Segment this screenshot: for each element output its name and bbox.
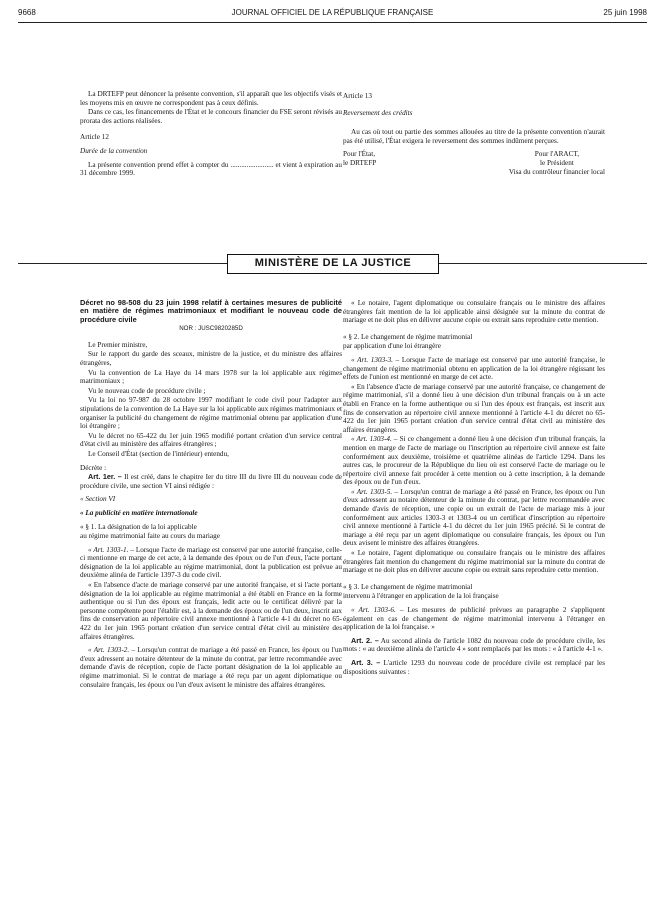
section-vi: « Section VI <box>80 495 116 504</box>
subsection-3-heading: « § 3. Le changement de régime matrimonial <box>343 582 473 591</box>
article-12-text: La présente convention prend effet à compter du ........................ et vient à expiration au 31 décembre 1999. <box>80 160 342 178</box>
article-1303-1-text: Lorsque l'acte de mariage est conservé par une autorité française, celle-ci mentionne en marge de cet acte, à la demande des époux ou de l'un d'eux, l'acte portant désignation de la loi applicable au régime matrimonial, dont la publication est prévue au deuxième alinéa de l'article 1397-3 du code civil. <box>80 545 343 580</box>
paragraph: Vu la loi no 97-987 du 28 octobre 1997 modifiant le code civil pour l'adapter aux stipulations de la convention de La Haye sur la loi applicable aux régimes matrimoniaux et organiser la publicité du changement de régime matrimonial obtenu par application d'une loi étrangère ; <box>80 396 342 431</box>
paragraph: Le Conseil d'État (section de l'intérieur) entendu, <box>88 449 229 458</box>
banner-rule-left <box>18 263 227 264</box>
article-13-text: Au cas où tout ou partie des sommes allouées au titre de la présente convention n'aurait pas été utilisé, l'État exigera le reversement des sommes indûment perçues. <box>343 128 605 145</box>
article-1303-4-text: Si ce changement a donné lieu à une décision d'un tribunal français, la mention en marge de l'acte de mariage ou l'inscription au répertoire civil annexe est faite conformément aux deuxième, troisième et quatrième alinéas de l'article 1294. Dans les autres cas, le procureur de la République du lieu où est conservé l'acte de mariage ou le répertoire civil annexe fait procéder à cette mention ou à cette inscription, à la demande des époux ou de l'un d'eux. <box>343 435 606 487</box>
section-vi-title: « La publicité en matière internationale <box>80 508 198 517</box>
page-number: 9668 <box>18 8 36 17</box>
page-header <box>18 6 647 20</box>
decree-left-column <box>80 299 342 690</box>
article-1303-6-label: « Art. 1303-6. – <box>351 606 404 614</box>
paragraph: « En l'absence d'acte de mariage conservé par une autorité française, et si l'acte portant désignation de la loi applicable au régime matrimonial a été établi en France en la forme authentique ou si l'un des époux est français, ledit acte ou le certificat délivré par la personne compétente pour l'établir est, à la demande des époux ou de l'un deux, inscrit aux fins de conservation au répertoire civil annexe mentionné à l'article 4-1 du décret no 65-422 du 1er juin 1965 portant création d'un service central d'état civil au ministère des affaires étrangères. <box>80 581 342 641</box>
article-1303-2-label: « Art. 1303-2. – <box>88 646 136 655</box>
article-13-subtitle: Reversement des crédits <box>343 108 413 117</box>
article-1 <box>80 473 342 490</box>
subsection-2-heading: par application d'une loi étrangère <box>343 342 441 351</box>
paragraph: La DRTEFP peut dénoncer la présente convention, s'il apparaît que les objectifs visés et les moyens mis en œuvre ne correspondent pas à ceux définis. <box>80 90 342 107</box>
paragraph: Vu la convention de La Haye du 14 mars 1978 sur la loi applicable aux régimes matrimoniaux ; <box>80 368 342 386</box>
article-3-label: Art. 3. – <box>351 657 381 667</box>
ministry-banner: MINISTÈRE DE LA JUSTICE <box>227 254 439 274</box>
signature-left-line: le DRTEFP <box>343 158 377 167</box>
paragraph: Sur le rapport du garde des sceaux, ministre de la justice, et du ministre des affaires étrangères, <box>80 350 342 367</box>
article-1303-5-text: Lorsqu'un contrat de mariage a été passé en France, les époux ou l'un d'eux adressent au notaire détenteur de la minute du contrat, par lettre recommandée avec demande d'avis de réception, une copie ou un extrait de l'acte de mariage mis à jour conformément aux articles 1303-3 et 1303-4 ou un certificat d'inscription au répertoire civil annexe mentionné à l'article 4-1 du décret du 1er juin 1965 précité. Si le contrat de mariage a été reçu par un agent diplomatique ou consulaire français, les époux ou l'un deux avisent le ministre des affaires étrangères. <box>343 487 606 548</box>
paragraph: Le Premier ministre, <box>88 340 148 349</box>
header-rule <box>18 22 647 23</box>
article-12-title: Article 12 <box>80 133 109 142</box>
signature-right-line: le Président <box>540 158 574 167</box>
paragraph: « Le notaire, l'agent diplomatique ou consulaire français ou le ministre des affaires étrangères fait mention de la loi applicable ainsi désignée sur la minute du contrat de mariage et ne doit plus en délivrer aucune copie ou extrait sans reproduire cette mention. <box>343 299 605 325</box>
article-12-subtitle: Durée de la convention <box>80 146 148 155</box>
article-1303-6 <box>343 606 605 632</box>
article-1-text: Il est créé, dans le chapitre Ier du titre III du livre III du nouveau code de procédure civile, une section VI ainsi rédigée : <box>80 473 342 490</box>
paragraph: Dans ce cas, les financements de l'État et le concours financier du FSE seront révisés au prorata des actions réalisées. <box>80 108 342 125</box>
nor-reference: NOR : JUSC9820285D <box>179 325 243 333</box>
paragraph: « Le notaire, l'agent diplomatique ou consulaire français ou le ministre des affaires étrangères fait mention du changement du régime matrimonial sur la minute du contrat de mariage et ne doit plus en délivrer aucune copie ou extrait sans reproduire cette mention. <box>343 549 605 575</box>
issue-date: 25 juin 1998 <box>603 8 647 17</box>
article-1303-3-label: « Art. 1303-3. – <box>351 355 400 364</box>
decrete-line: Décrète : <box>80 463 107 472</box>
journal-title: JOURNAL OFFICIEL DE LA RÉPUBLIQUE FRANÇAISE <box>231 8 434 17</box>
article-1303-3-text: Lorsque l'acte de mariage est conservé par une autorité française, le changement de régime matrimonial obtenu en application de la loi étrangère régissant les effets de l'union est mentionné en marge de cet acte. <box>343 355 606 382</box>
paragraph: Vu le nouveau code de procédure civile ; <box>88 386 206 395</box>
subsection-3-heading: intervenu à l'étranger en application de la loi française <box>343 592 499 601</box>
top-right-column <box>343 92 605 176</box>
article-2-text: Au second alinéa de l'article 1082 du nouveau code de procédure civile, les mots : « au deuxième alinéa de l'article 4 » sont remplacés par les mots : « à l'article 4-1 ». <box>343 636 605 654</box>
article-13-title: Article 13 <box>343 92 372 100</box>
subsection-1-heading: au régime matrimonial faite au cours du mariage <box>80 532 220 541</box>
article-1-label: Art. 1er. – <box>88 472 122 482</box>
article-1303-4 <box>343 435 605 487</box>
subsection-2-heading: « § 2. Le changement de régime matrimonial <box>343 332 473 341</box>
signature-right-line: Pour l'ARACT, <box>534 150 580 159</box>
article-1303-1 <box>80 546 342 580</box>
signature-left-line: Pour l'État, <box>343 150 376 159</box>
signature-block <box>343 150 605 176</box>
article-1303-3 <box>343 356 605 382</box>
article-1303-1-label: « Art. 1303-1. – <box>88 545 134 554</box>
paragraph: Vu le décret no 65-422 du 1er juin 1965 modifié portant création d'un service central d'état civil au ministère des affaires étrangères ; <box>80 431 342 449</box>
article-2 <box>343 637 605 654</box>
article-1303-5 <box>343 488 605 548</box>
signature-right-line: Visa du contrôleur financier local <box>508 167 605 176</box>
article-3-text: L'article 1293 du nouveau code de procédure civile est remplacé par les dispositions suivantes : <box>343 658 605 676</box>
subsection-1-heading: « § 1. La désignation de la loi applicable <box>80 522 197 531</box>
article-1303-4-label: « Art. 1303-4. – <box>351 435 398 444</box>
article-2-label: Art. 2. – <box>351 635 379 645</box>
article-1303-6-text: Les mesures de publicité prévues au paragraphe 2 s'appliquent également en cas de changement de régime matrimonial intervenu à l'étranger en application de la loi française. » <box>343 606 606 632</box>
decree-title: Décret no 98-508 du 23 juin 1998 relatif à certaines mesures de publicité en matière de régimes matrimoniaux et modifiant le nouveau code de procédure civile <box>80 298 342 324</box>
decree-right-column <box>343 299 605 677</box>
article-3 <box>343 659 605 676</box>
paragraph: « En l'absence d'acte de mariage conservé par une autorité française, ce changement de régime matrimonial, s'il a donné lieu à une décision d'un tribunal français ou à un acte établi en France en la forme authentique ou si l'un des époux est français, est inscrit aux fins de conservation au répertoire civil annexe mentionné à l'article 4-1 du décret no 65-422 du 1er juin 1965 portant création d'un service central d'état civil au ministère des affaires étrangères. <box>343 382 605 434</box>
article-1303-5-label: « Art. 1303-5. – <box>351 487 399 496</box>
article-1303-2-text: Lorsqu'un contrat de mariage a été passé en France, les époux ou l'un d'eux adressent au notaire détenteur de la minute du contrat, par lettre recommandée avec demande d'avis de réception, copie de l'acte portant désignation de la loi applicable au régime matrimonial. Si le contrat de mariage a été reçu par un agent diplomatique ou consulaire français, les époux ou l'un d'eux avisent le ministre des affaires étrangères. <box>80 646 343 689</box>
article-1303-2 <box>80 646 342 689</box>
banner-rule-right <box>439 263 647 264</box>
top-left-column <box>80 90 342 179</box>
